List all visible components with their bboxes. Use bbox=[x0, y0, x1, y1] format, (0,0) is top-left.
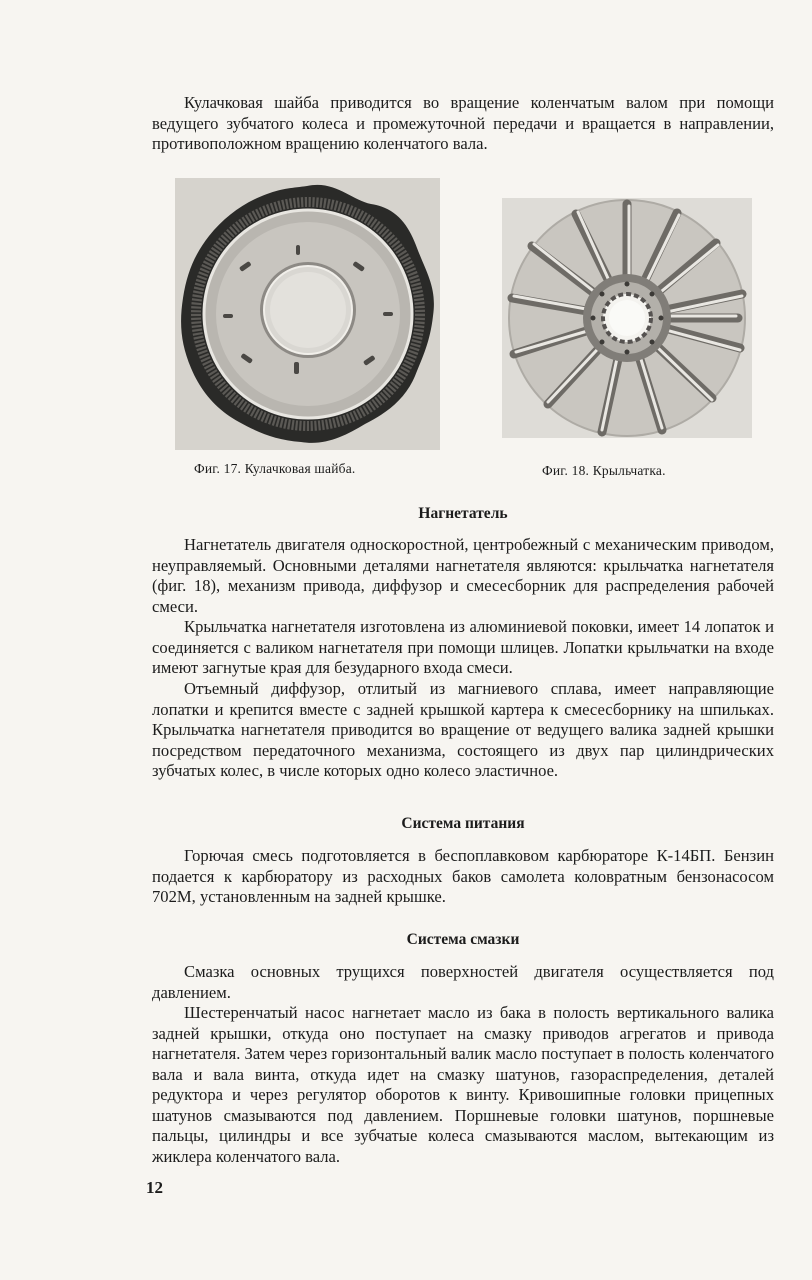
supercharger-paragraph-1: Нагнетатель двигателя односкоростной, центробежный с механическим приводом, неуправляемый. Основными деталями нагнетателя являются: крыльчатка нагнетателя (фиг. 18), механизм привода, диффузор и смесесборник для распределения рабочей смеси. bbox=[152, 535, 774, 616]
fuel-paragraph-1: Горючая смесь подготовляется в беспоплавковом карбюраторе К-14БП. Бензин подается к карбюратору из расходных баков самолета коловратным бензонасосом 702М, установленным на задней крышке. bbox=[152, 846, 774, 906]
figure-17-caption: Фиг. 17. Кулачковая шайба. bbox=[194, 461, 356, 476]
lubrication-paragraph-1: Смазка основных трущихся поверхностей двигателя осуществляется под давлением. bbox=[152, 962, 774, 1002]
supercharger-paragraph-3: Отъемный диффузор, отлитый из магниевого сплава, имеет направляющие лопатки и крепится вместе с задней крышкой картера к смесесборнику на шпильках. Крыльчатка нагнетателя приводится во вращение от ведущего валика задней крышки посредством передаточного механизма, состоящего из двух пар цилиндрических зубчатых колес, в числе которых одно колесо эластичное. bbox=[152, 679, 774, 780]
intro-paragraph: Кулачковая шайба приводится во вращение коленчатым валом при помощи ведущего зубчатого колеса и промежуточной передачи и вращается в направлении, противоположном вращению коленчатого вала. bbox=[152, 93, 774, 153]
section-heading-fuel: Система питания bbox=[401, 815, 525, 832]
supercharger-paragraph-2: Крыльчатка нагнетателя изготовлена из алюминиевой поковки, имеет 14 лопаток и соединяется с валиком нагнетателя при помощи шлицев. Лопатки крыльчатки на входе имеют загнутые края для безударного входа смеси. bbox=[152, 617, 774, 677]
lubrication-paragraph-2: Шестеренчатый насос нагнетает масло из бака в полость вертикального валика задней крышки, откуда оно поступает на смазку приводов агрегатов и привода нагнетателя. Затем через горизонтальный валик масло поступает в полость коленчатого вала и вала винта, откуда идет на смазку шатунов, газораспределения, деталей редуктора и через регулятор оборотов к винту. Кривошипные головки прицепных шатунов смазываются под давлением. Поршневые головки шатунов, поршневые пальцы, цилиндры и все зубчатые колеса смазываются маслом, вытекающим из жиклера коленчатого вала. bbox=[152, 1003, 774, 1166]
figure-18-caption: Фиг. 18. Крыльчатка. bbox=[542, 463, 666, 478]
cam-disc-photo bbox=[175, 178, 440, 450]
page-number: 12 bbox=[146, 1178, 163, 1197]
section-heading-supercharger: Нагнетатель bbox=[418, 505, 508, 522]
section-heading-lubrication: Система смазки bbox=[406, 931, 520, 948]
impeller-photo bbox=[502, 198, 752, 438]
